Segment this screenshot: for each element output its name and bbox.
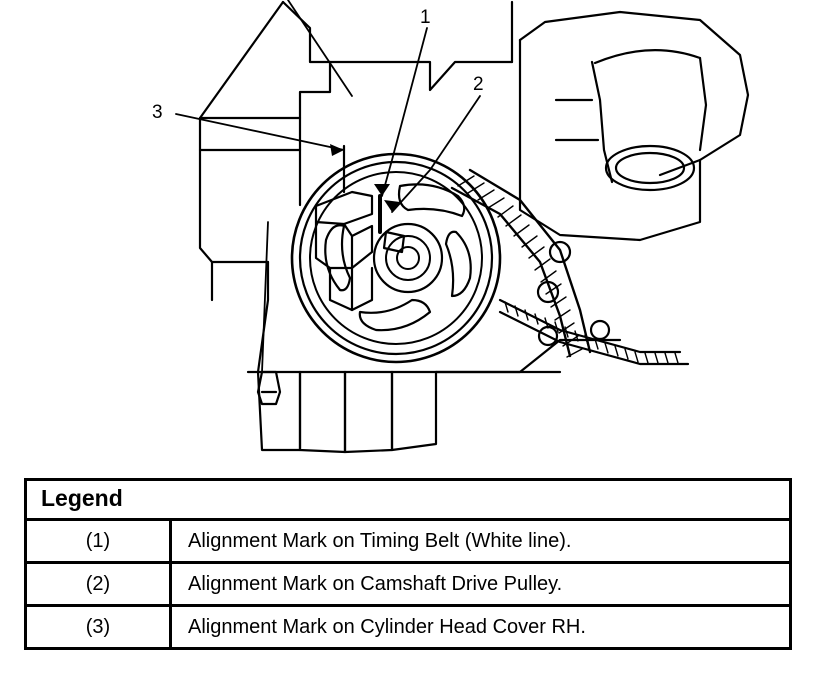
cover-left-outline	[200, 2, 283, 262]
legend-table	[27, 481, 789, 647]
legend-heading-row	[27, 481, 789, 520]
leader-line-3	[176, 114, 344, 150]
cover-mark-side	[352, 226, 372, 268]
pulley-cutout-right	[446, 232, 471, 296]
fin-4	[392, 372, 436, 450]
port-opening-inner	[616, 153, 684, 183]
port-right-wall	[700, 58, 706, 150]
leader-line-extra	[288, 0, 352, 96]
port-top-edge	[595, 50, 700, 63]
legend-description-2: Alignment Mark on Camshaft Drive Pulley.	[171, 563, 790, 606]
legend-heading: Legend	[41, 485, 123, 511]
block-right-step	[436, 340, 620, 372]
legend-number-2: (2)	[27, 563, 171, 606]
legend-description-1: Alignment Mark on Timing Belt (White line).	[171, 520, 790, 563]
table-row	[27, 520, 789, 563]
table-row	[27, 606, 789, 648]
arrowhead-1	[374, 184, 390, 196]
cover-top-edge	[330, 62, 512, 90]
legend-number-3: (3)	[27, 606, 171, 648]
right-block-outline	[520, 12, 748, 175]
cover-mark-body	[316, 222, 352, 268]
table-row	[27, 563, 789, 606]
bolt-hole-3	[591, 321, 609, 339]
leader-line-1	[382, 28, 427, 196]
right-block-lower	[520, 40, 700, 240]
arrowhead-3	[330, 144, 344, 156]
legend-number-1: (1)	[27, 520, 171, 563]
port-left-wall	[592, 62, 612, 182]
fin-2	[300, 372, 345, 452]
legend	[24, 478, 792, 650]
pulley-hub-bore	[397, 247, 419, 269]
cover-mark-tab	[316, 192, 372, 224]
cover-inner-edge	[283, 2, 330, 205]
pulley-hub-mid	[386, 236, 430, 280]
pulley-cutout-bottom	[360, 300, 430, 330]
pulley-hub-outer	[374, 224, 442, 292]
bolt-head	[258, 372, 280, 404]
callout-label-2: 2	[473, 74, 484, 95]
callout-label-1: 1	[420, 7, 431, 28]
fin-3	[345, 372, 392, 452]
legend-description-3: Alignment Mark on Cylinder Head Cover RH.	[171, 606, 790, 648]
callout-label-3: 3	[152, 102, 163, 123]
